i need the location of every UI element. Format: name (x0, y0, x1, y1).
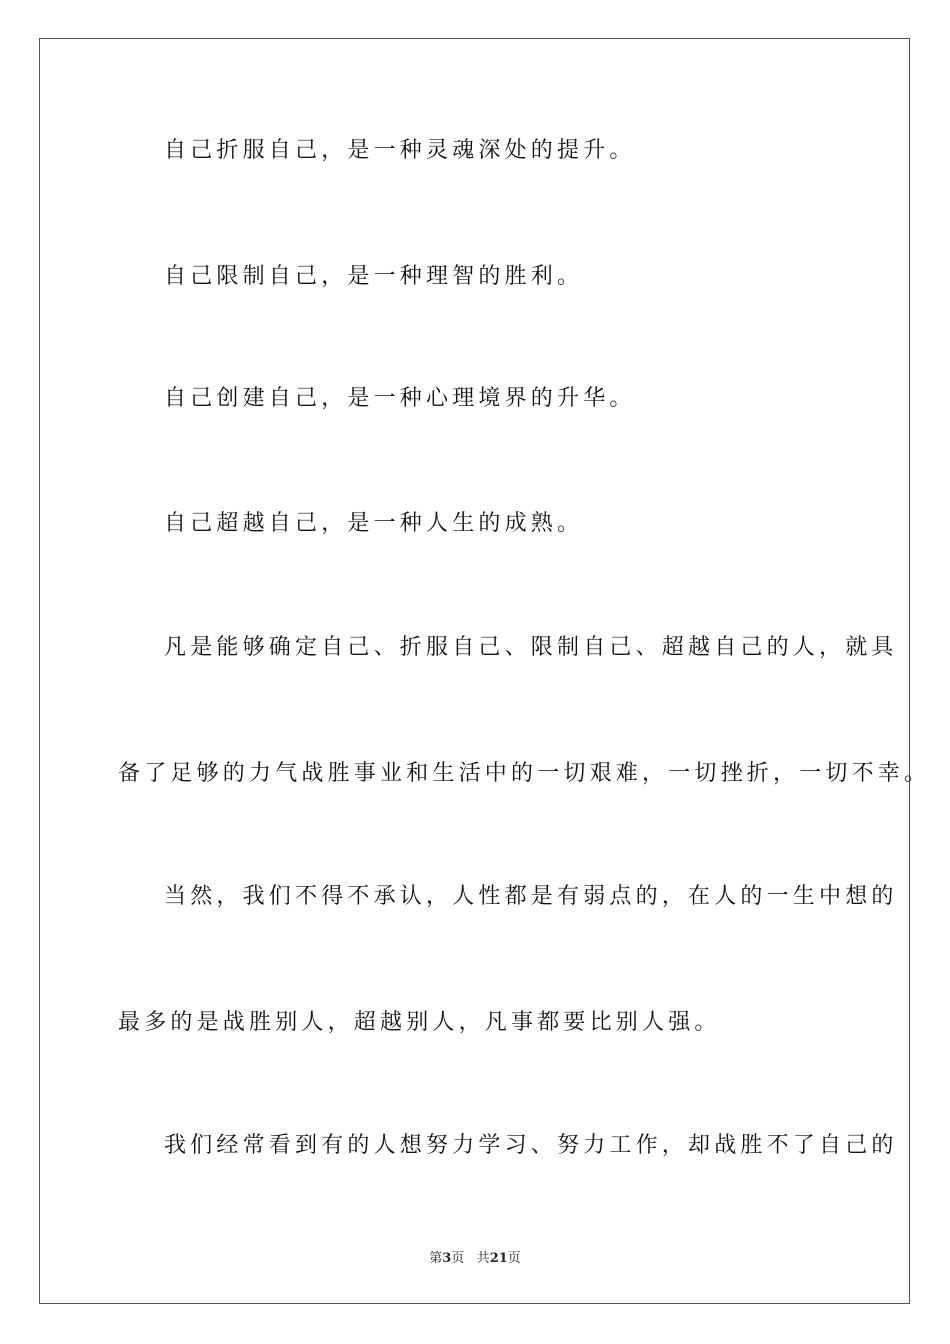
paragraph-line: 自己限制自己，是一种理智的胜利。 (164, 264, 584, 289)
paragraph-line: 最多的是战胜别人，超越别人，凡事都要比别人强。 (118, 1010, 721, 1035)
paragraph-line: 凡是能够确定自己、折服自己、限制自己、超越自己的人，就具 (164, 635, 898, 660)
total-label-prefix: 共 (476, 1251, 490, 1266)
page-footer (0, 1247, 950, 1266)
total-pages: 21 (489, 1251, 508, 1266)
paragraph-line: 我们经常看到有的人想努力学习、努力工作，却战胜不了自己的 (164, 1133, 898, 1158)
total-label-suffix: 页 (507, 1251, 521, 1266)
page-border (39, 38, 931, 1304)
paragraph-line: 当然，我们不得不承认，人性都是有弱点的，在人的一生中想的 (164, 884, 898, 909)
paragraph-line: 自己创建自己，是一种心理境界的升华。 (164, 386, 636, 411)
paragraph-line: 自己折服自己，是一种灵魂深处的提升。 (164, 138, 636, 163)
page-number: 3 (442, 1251, 452, 1266)
page-label-prefix: 第 (429, 1251, 443, 1266)
paragraph-line: 备了足够的力气战胜事业和生活中的一切艰难，一切挫折，一切不幸。 (118, 761, 931, 786)
page-label-suffix: 页 (451, 1251, 465, 1266)
paragraph-line: 自己超越自己，是一种人生的成熟。 (164, 511, 584, 536)
